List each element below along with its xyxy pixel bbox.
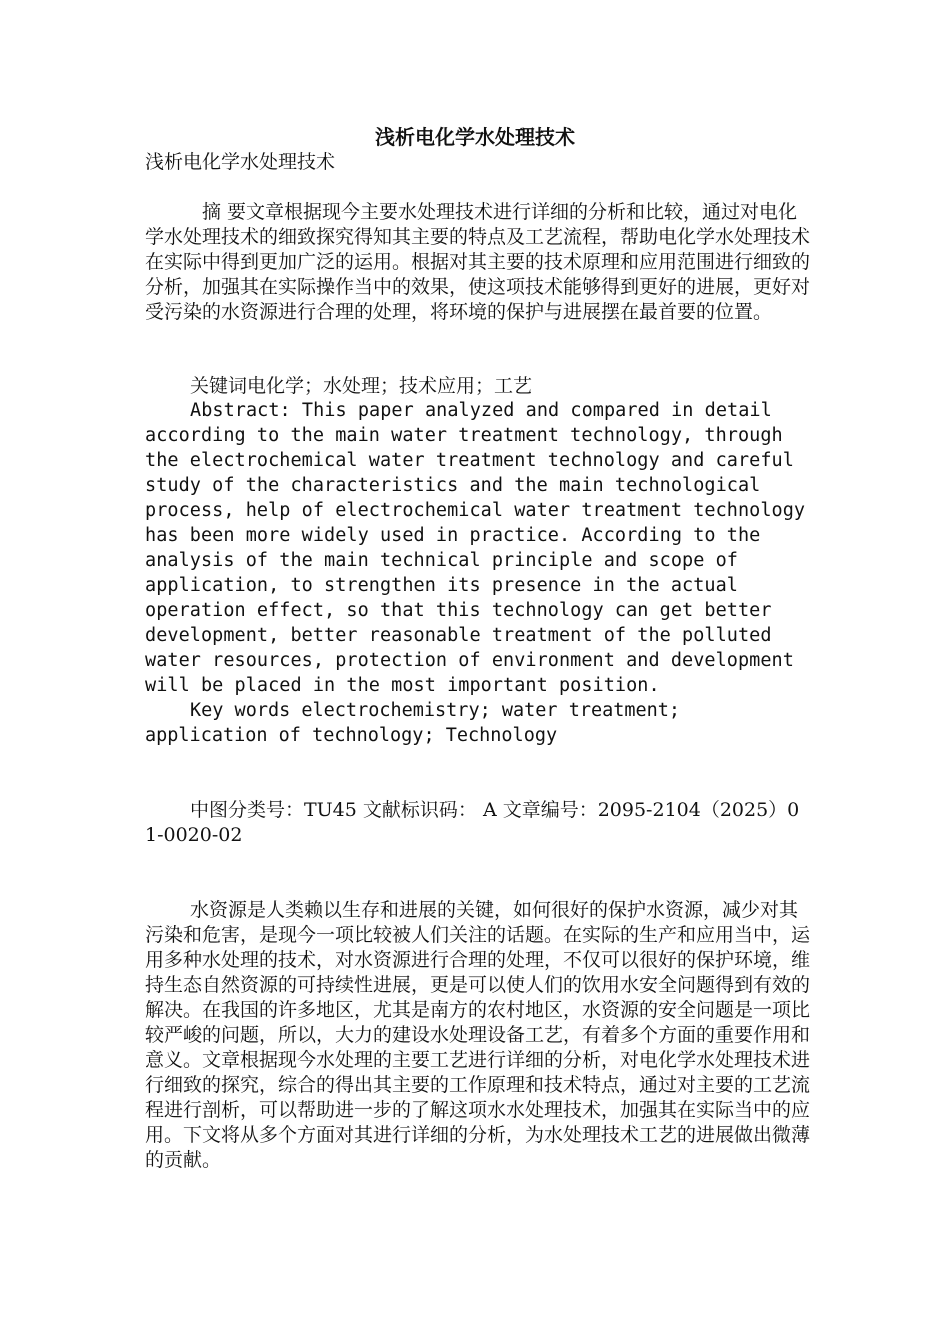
document-title: 浅析电化学水处理技术 (375, 125, 575, 149)
classification-info: 中图分类号：TU45 文献标识码： A 文章编号：2095-2104（2025）01-0020-02 (145, 799, 800, 846)
abstract-english: Abstract: This paper analyzed and compared in detail according to the main water treatment technology, through the electrochemical water treatment technology and careful study of the characteristics and the main technological process, help of electrochemical water treatment technology has been more widely used in practice. According to the analysis of the main technical principle and scope of application, to strengthen its presence in the actual operation effect, so that this technology can get better development, better reasonable treatment of the polluted water resources, protection of environment and development will be placed in the most important position. (145, 400, 806, 696)
keywords-english: Key words electrochemistry; water treatment; application of technology; Technology (145, 700, 681, 746)
document-subtitle: 浅析电化学水处理技术 (145, 151, 336, 173)
abstract-chinese: 摘 要文章根据现今主要水处理技术进行详细的分析和比较，通过对电化学水处理技术的细致探究得知其主要的特点及工艺流程，帮助电化学水处理技术在实际中得到更加广泛的运用。根据对其主要的技术原理和应用范围进行细致的分析，加强其在实际操作当中的效果，使这项技术能够得到更好的进展，更好对受污染的水资源进行合理的处理，将环境的保护与进展摆在最首要的位置。 (145, 201, 811, 323)
keywords-chinese: 关键词电化学；水处理；技术应用；工艺 (190, 375, 533, 397)
body-paragraph: 水资源是人类赖以生存和进展的关键，如何很好的保护水资源，减少对其污染和危害，是现今一项比较被人们关注的话题。在实际的生产和应用当中，运用多种水处理的技术，对水资源进行合理的处理，不仅可以很好的保护环境，维持生态自然资源的可持续性进展，更是可以使人们的饮用水安全问题得到有效的解决。在我国的许多地区，尤其是南方的农村地区，水资源的安全问题是一项比较严峻的问题，所以，大力的建设水处理设备工艺，有着多个方面的重要作用和意义。文章根据现今水处理的主要工艺进行详细的分析，对电化学水处理技术进行细致的探究，综合的得出其主要的工作原理和技术特点，通过对主要的工艺流程进行剖析，可以帮助进一步的了解这项水水处理技术，加强其在实际当中的应用。下文将从多个方面对其进行详细的分析，为水处理技术工艺的进展做出微薄的贡献。 (145, 899, 811, 1171)
